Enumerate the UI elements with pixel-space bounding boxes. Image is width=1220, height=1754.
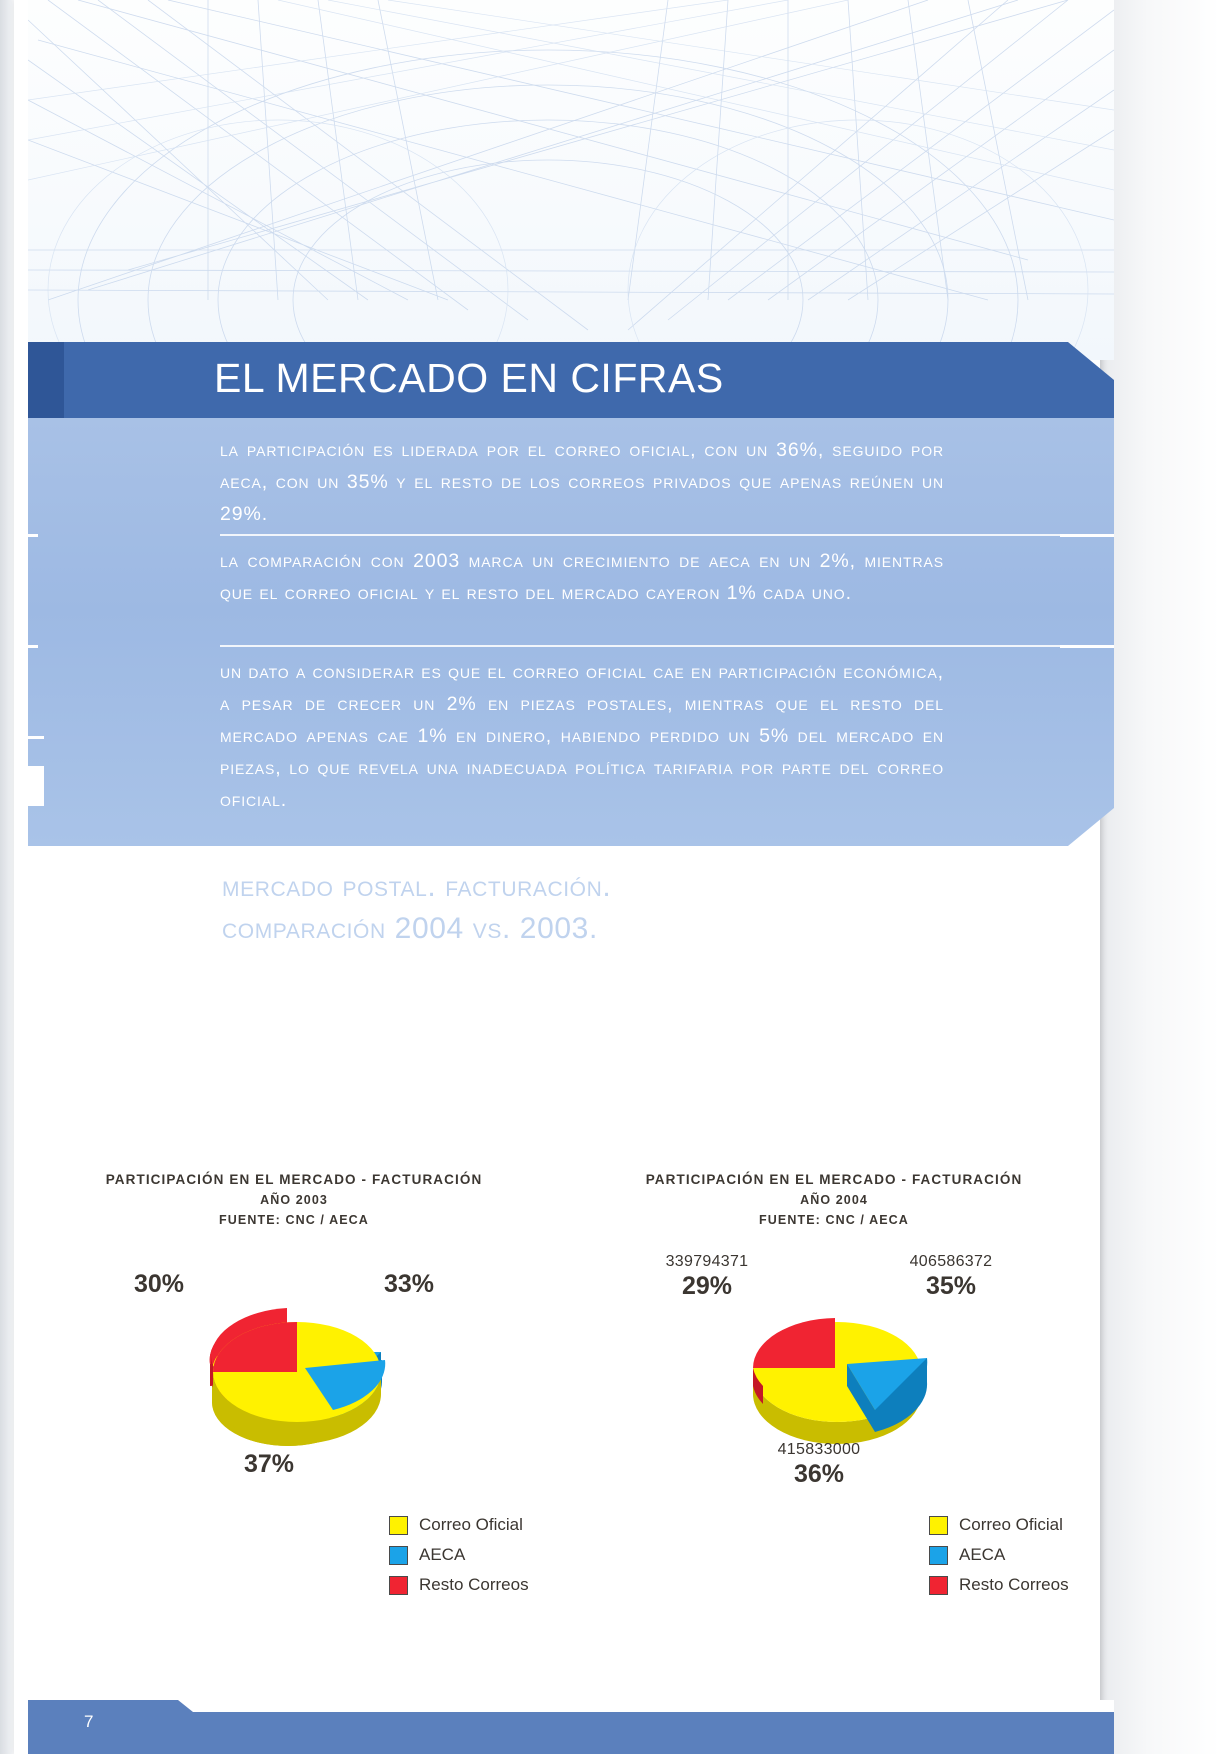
section-heading-line-1: mercado postal. facturación.: [222, 870, 612, 903]
panel-notch-left-3: [28, 736, 44, 739]
legend-label-resto-correos-2004: Resto Correos: [959, 1575, 1069, 1594]
chart-2003-title-block: [64, 1170, 524, 1230]
intro-paragraph-2: la comparación con 2003 marca un crecimiento de aeca en un 2%, mientras que el correo oficial y el resto del mercado cayeron 1% cada uno.: [220, 550, 944, 604]
section-heading: [222, 866, 922, 950]
legend-swatch-correo-oficial: [389, 1516, 408, 1535]
chart-2004-plot: [604, 1253, 1064, 1490]
intro-paragraph-1: la participación es liderada por el correo oficial, con un 36%, seguido por aeca, con un 35% y el resto de los correos privados que apenas reúnen un 29%.: [220, 439, 944, 525]
pie-2003-red-top-2: [213, 1322, 297, 1372]
legend-swatch-resto-correos: [389, 1576, 408, 1595]
chart-2003-subtitle: AÑO 2003: [260, 1193, 328, 1207]
paragraph-divider-2: [220, 645, 1060, 647]
panel-notch-right-2: [1060, 645, 1114, 648]
chart-2004-pct-resto: 29%: [681, 1272, 733, 1300]
lattice-decoration: [28, 0, 1114, 360]
chart-2003-label-correo: [224, 1450, 314, 1478]
legend-row-correo-oficial-2004: [929, 1510, 1069, 1540]
legend-swatch-resto-correos-2004: [929, 1576, 948, 1595]
chart-2004-legend: [929, 1510, 1069, 1600]
page-title: EL MERCADO EN CIFRAS: [214, 355, 724, 401]
chart-2003-pct-resto: 30%: [133, 1270, 185, 1298]
legend-row-correo-oficial: [389, 1510, 529, 1540]
chart-2003-title: PARTICIPACIÓN EN EL MERCADO - FACTURACIÓN: [105, 1172, 483, 1187]
chart-2003-label-resto: [114, 1270, 204, 1298]
panel-notch-left-4: [28, 766, 44, 806]
chart-2004-pct-aeca: 35%: [925, 1272, 977, 1300]
chart-2004-label-aeca: [876, 1252, 1026, 1300]
legend-row-aeca-2004: [929, 1540, 1069, 1570]
paragraph-divider-1: [220, 534, 1060, 536]
chart-2004-pct-correo: 36%: [793, 1460, 845, 1488]
lattice-svg: [28, 0, 1114, 360]
legend-swatch-correo-oficial-2004: [929, 1516, 948, 1535]
chart-2004-label-resto: [632, 1252, 782, 1300]
chart-2003-pct-correo: 37%: [243, 1450, 295, 1478]
legend-swatch-aeca: [389, 1546, 408, 1565]
legend-row-resto-correos: [389, 1570, 529, 1600]
chart-2003-plot: [64, 1260, 524, 1490]
panel-notch-left-1: [28, 534, 38, 537]
chart-2004-title-block: [604, 1170, 1064, 1230]
chart-2003-label-aeca: [364, 1270, 454, 1298]
chart-2003: [64, 1170, 584, 1594]
panel-notch-right-1: [1060, 534, 1114, 537]
panel-notch-left-2: [28, 645, 38, 648]
chart-2004-subtitle: AÑO 2004: [800, 1193, 868, 1207]
chart-2004: [604, 1170, 1124, 1594]
chart-2004-value-resto: 339794371: [665, 1253, 749, 1270]
chart-2004-label-correo: [744, 1440, 894, 1488]
legend-swatch-aeca-2004: [929, 1546, 948, 1565]
page-sheet: [14, 0, 1100, 1754]
page-number: 7: [84, 1712, 94, 1731]
title-band-edge-shade: [28, 342, 64, 418]
legend-label-resto-correos: Resto Correos: [419, 1575, 529, 1594]
legend-label-correo-oficial: Correo Oficial: [419, 1515, 523, 1534]
legend-label-aeca-2004: AECA: [959, 1545, 1006, 1564]
pie-2004-red-top: [753, 1318, 835, 1368]
chart-2003-pct-aeca: 33%: [383, 1270, 435, 1298]
chart-2004-value-aeca: 406586372: [909, 1253, 993, 1270]
legend-row-aeca: [389, 1540, 529, 1570]
section-heading-line-2: comparación 2004 vs. 2003.: [222, 912, 598, 945]
chart-2004-source: FUENTE: CNC / AECA: [759, 1213, 909, 1227]
legend-row-resto-correos-2004: [929, 1570, 1069, 1600]
chart-2003-source: FUENTE: CNC / AECA: [219, 1213, 369, 1227]
legend-label-aeca: AECA: [419, 1545, 466, 1564]
chart-2003-legend: [389, 1510, 529, 1600]
chart-2004-value-correo: 415833000: [777, 1441, 861, 1458]
intro-paragraph-3: un dato a considerar es que el correo oficial cae en participación económica, a pesar de crecer un 2% en piezas postales, mientras que el resto del mercado apenas cae 1% en dinero, habiendo perdido un 5% del mercado en piezas, lo que revela una inadecuada política tarifaria por parte del correo oficial.: [220, 661, 944, 811]
legend-label-correo-oficial-2004: Correo Oficial: [959, 1515, 1063, 1534]
chart-2004-title: PARTICIPACIÓN EN EL MERCADO - FACTURACIÓN: [645, 1172, 1023, 1187]
